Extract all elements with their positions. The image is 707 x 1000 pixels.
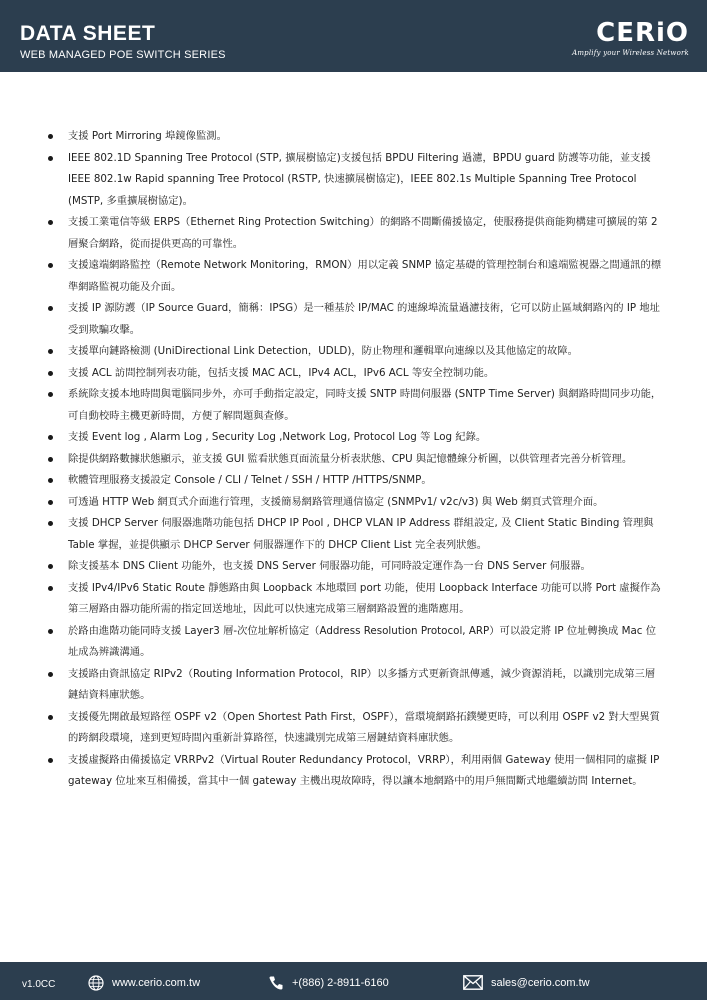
bullet-icon (48, 758, 53, 763)
feature-text: 支援 IPv4/IPv6 Static Route 靜態路由與 Loopback 本地環回 port 功能，使用 Loopback Interface 功能可以將 Port 虛擬作為第三層路由器功能所需的指定回送地址，因此可以快速完成第三層網路設置的進階應用。 (68, 581, 661, 615)
feature-text: 可透過 HTTP Web 網頁式介面進行管理，支援簡易網路管理通信協定 (SNMPv1/ v2c/v3) 與 Web 網頁式管理介面。 (68, 495, 604, 508)
footer-phone[interactable] (268, 975, 389, 991)
feature-item (40, 556, 664, 578)
email-text: sales@cerio.com.tw (491, 976, 590, 989)
bullet-icon (48, 715, 53, 720)
feature-item (40, 148, 664, 213)
feature-item (40, 492, 664, 514)
phone-text: +(886) 2-8911-6160 (292, 977, 389, 989)
feature-text: 支援遠端網路監控（Remote Network Monitoring，RMON）用以定義 SNMP 協定基礎的管理控制台和遠端監視器之間通訊的標準網路監視功能及介面。 (68, 259, 662, 293)
bullet-icon (48, 629, 53, 634)
feature-content (40, 126, 664, 793)
feature-text: 支援優先開啟最短路徑 OSPF v2（Open Shortest Path First，OSPF），當環境網路拓鏷變更時，可以利用 OSPF v2 對大型異質的跨網段環境，達到更短時間內重新計算路徑，快速識別完成第三層鏈結資料庫狀態。 (68, 710, 660, 744)
phone-icon (268, 975, 284, 991)
feature-item (40, 707, 664, 750)
feature-item (40, 578, 664, 621)
feature-text: 支援工業電信等級 ERPS（Ethernet Ring Protection Switching）的網路不間斷備援協定，使服務提供商能夠構建可擴展的第 2 層聚合網路，從而提供更高的可靠性。 (68, 216, 658, 250)
feature-item (40, 384, 664, 427)
bullet-icon (48, 672, 53, 677)
bullet-icon (48, 134, 53, 139)
feature-item (40, 470, 664, 492)
bullet-icon (48, 457, 53, 462)
feature-text: 支援虛擬路由備援協定 VRRPv2（Virtual Router Redundancy Protocol，VRRP），利用兩個 Gateway 使用一個相同的虛擬 IP gateway 位址來互相備援，當其中一個 gateway 主機出現故障時，得以讓本地網路中的用戶無間斷式地繼續訪問 Internet。 (68, 753, 660, 787)
feature-text: 支援 Event log , Alarm Log , Security Log ,Network Log, Protocol Log 等 Log 紀錄。 (68, 431, 487, 443)
feature-item (40, 621, 664, 664)
feature-item (40, 255, 664, 298)
footer-email[interactable] (463, 975, 590, 990)
feature-text: 支援 Port Mirroring 埠鏡像監測。 (68, 130, 227, 142)
feature-text: 於路由進階功能同時支援 Layer3 層-次位址解析協定（Address Resolution Protocol, ARP）可以設定將 IP 位址轉換成 Mac 位址成為辨識溝通。 (68, 624, 657, 658)
feature-item (40, 298, 664, 341)
bullet-icon (48, 306, 53, 311)
bullet-icon (48, 500, 53, 505)
feature-text: 支援路由資訊協定 RIPv2（Routing Information Protocol，RIP）以多播方式更新資訊傳遞，減少資源消耗，以識別完成第三層鏈結資料庫狀態。 (68, 667, 656, 701)
bullet-icon (48, 435, 53, 440)
bullet-icon (48, 156, 53, 161)
bullet-icon (48, 263, 53, 268)
feature-item (40, 513, 664, 556)
bullet-icon (48, 521, 53, 526)
logo-tagline: Amplify your Wireless Network (572, 49, 689, 57)
feature-item (40, 750, 664, 793)
feature-text: 除提供網路數據狀態顯示，並支援 GUI 監看狀態頁面流量分析表狀態、CPU 與記憶體線分析圖，以供管理者完善分析管理。 (68, 452, 633, 465)
feature-text: 支援 IP 源防護（IP Source Guard，簡稱：IPSG）是一種基於 IP/MAC 的連線埠流量過濾技術，它可以防止區域網路內的 IP 地址受到欺騙攻擊。 (68, 302, 660, 336)
bullet-icon (48, 564, 53, 569)
page-footer (0, 962, 707, 1000)
feature-text: 支援 DHCP Server 伺服器進階功能包括 DHCP IP Pool , DHCP VLAN IP Address 群組設定, 及 Client Static Binding 管理與 Table 掌握，並提供顯示 DHCP Server 伺服器運作下的 DHCP Client List 完全表列狀態。 (68, 517, 654, 551)
feature-text: 軟體管理服務支援設定 Console / CLI / Telnet / SSH / HTTP /HTTPS/SNMP。 (68, 474, 432, 486)
feature-item (40, 212, 664, 255)
feature-item (40, 427, 664, 449)
envelope-icon (463, 975, 483, 990)
feature-item (40, 449, 664, 471)
feature-text: 系統除支援本地時間與電腦同步外，亦可手動指定設定，同時支援 SNTP 時間伺服器 (SNTP Time Server) 與網路時間同步功能，可自動校時主機更新時間，方便了解問題與查修。 (68, 388, 662, 422)
footer-website[interactable] (88, 975, 200, 991)
bullet-icon (48, 586, 53, 591)
product-series-subtitle: WEB MANAGED POE SWITCH SERIES (20, 49, 226, 61)
cerio-logo (539, 20, 689, 57)
document-version: v1.0CC (22, 979, 56, 990)
logo-wordmark: CERiO (596, 18, 689, 48)
feature-item (40, 341, 664, 363)
feature-item (40, 363, 664, 385)
page-header (0, 0, 707, 72)
feature-text: 除支援基本 DNS Client 功能外，也支援 DNS Server 伺服器功能，可同時設定運作為一台 DNS Server 伺服器。 (68, 560, 591, 572)
bullet-icon (48, 349, 53, 354)
datasheet-title: DATA SHEET (20, 22, 156, 45)
globe-icon (88, 975, 104, 991)
feature-text: 支援單向鏈路檢測 (UniDirectional Link Detection，UDLD)，防止物理和邏輯單向連線以及其他協定的故障。 (68, 345, 578, 357)
feature-text: IEEE 802.1D Spanning Tree Protocol (STP, 擴展樹協定)支援包括 BPDU Filtering 過濾，BPDU guard 防護等功能，並支援 IEEE 802.1w Rapid spanning Tree Protocol (RSTP, 快速擴展樹協定)，IEEE 802.1s Multiple Spanning Tree Protocol (MSTP, 多重擴展樹協定)。 (68, 151, 651, 207)
bullet-icon (48, 392, 53, 397)
bullet-icon (48, 371, 53, 376)
bullet-icon (48, 220, 53, 225)
feature-item (40, 664, 664, 707)
feature-text: 支援 ACL 訪問控制列表功能，包括支援 MAC ACL，IPv4 ACL，IPv6 ACL 等安全控制功能。 (68, 366, 495, 379)
website-text: www.cerio.com.tw (112, 977, 201, 989)
feature-item (40, 126, 664, 148)
bullet-icon (48, 478, 53, 483)
feature-list (40, 126, 664, 793)
